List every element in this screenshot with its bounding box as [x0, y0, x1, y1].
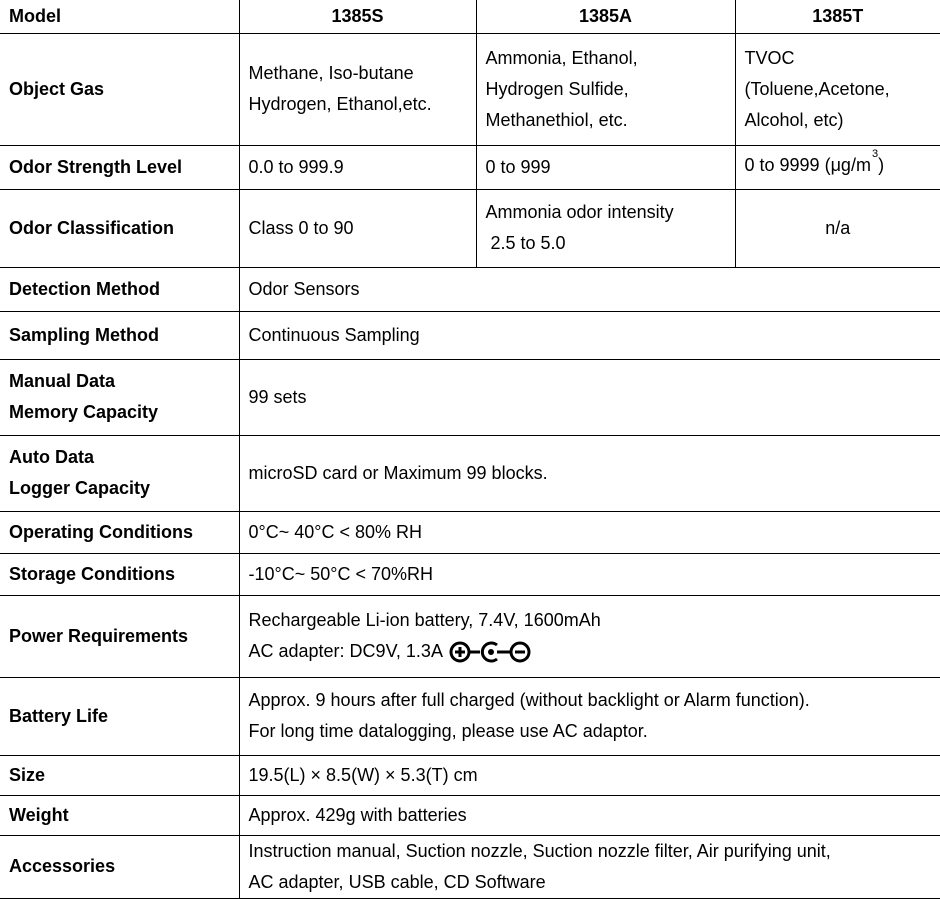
storage-value: -10°C~ 50°C < 70%RH — [239, 553, 940, 595]
object-gas-1385t-line: (Toluene,Acetone, — [744, 78, 890, 99]
odor-class-1385a-line: Ammonia odor intensity — [485, 202, 674, 222]
power-value — [239, 595, 940, 677]
object-gas-1385a-line: Methanethiol, etc. — [485, 109, 628, 130]
auto-data-label — [0, 435, 239, 511]
accessories-label: Accessories — [0, 835, 239, 898]
odor-strength-label: Odor Strength Level — [0, 145, 239, 189]
accessories-value-line: AC adapter, USB cable, CD Software — [248, 871, 546, 892]
storage-row — [0, 553, 940, 595]
accessories-value — [239, 835, 940, 898]
object-gas-1385s-line: Hydrogen, Ethanol,etc. — [248, 94, 432, 114]
superscript-three: 3 — [871, 148, 879, 160]
battery-value-line: For long time datalogging, please use AC adaptor. — [248, 721, 648, 741]
power-value-line: Rechargeable Li-ion battery, 7.4V, 1600mAh — [248, 610, 601, 630]
odor-class-1385a-line: 2.5 to 5.0 — [485, 233, 566, 253]
object-gas-1385a — [476, 33, 735, 145]
sampling-row — [0, 311, 940, 359]
detection-value: Odor Sensors — [239, 267, 940, 311]
odor-strength-1385t — [735, 145, 940, 189]
odor-strength-1385a: 0 to 999 — [476, 145, 735, 189]
manual-data-label-line: Manual Data — [9, 371, 116, 391]
accessories-value-line: Instruction manual, Suction nozzle, Suction nozzle filter, Air purifying unit, — [248, 840, 831, 861]
auto-data-label-line: Auto Data — [9, 447, 94, 467]
odor-class-1385a — [476, 189, 735, 267]
odor-class-1385t: n/a — [735, 189, 940, 267]
manual-data-label — [0, 359, 239, 435]
accessories-row — [0, 835, 940, 898]
auto-data-label-line: Logger Capacity — [9, 478, 151, 498]
object-gas-1385t-line: Alcohol, etc) — [744, 109, 844, 130]
power-adapter-text: AC adapter: DC9V, 1.3A — [248, 641, 443, 661]
weight-label: Weight — [0, 795, 239, 835]
object-gas-1385a-line: Hydrogen Sulfide, — [485, 78, 629, 99]
operating-value: 0°C~ 40°C < 80% RH — [239, 511, 940, 553]
power-label: Power Requirements — [0, 595, 239, 677]
object-gas-1385s-line: Methane, Iso-butane — [248, 63, 414, 83]
odor-strength-row — [0, 145, 940, 189]
power-value-line — [249, 636, 932, 667]
sampling-label: Sampling Method — [0, 311, 239, 359]
detection-row — [0, 267, 940, 311]
header-row — [0, 0, 940, 33]
model-1385s: 1385S — [239, 0, 476, 33]
model-1385a: 1385A — [476, 0, 735, 33]
size-label: Size — [0, 755, 239, 795]
object-gas-1385t-line: TVOC — [744, 47, 795, 68]
dc-polarity-icon — [449, 640, 541, 664]
battery-value — [239, 677, 940, 755]
odor-class-label: Odor Classification — [0, 189, 239, 267]
model-label: Model — [0, 0, 239, 33]
object-gas-label: Object Gas — [0, 33, 239, 145]
size-value: 19.5(L) × 8.5(W) × 5.3(T) cm — [239, 755, 940, 795]
model-1385t: 1385T — [735, 0, 940, 33]
storage-label: Storage Conditions — [0, 553, 239, 595]
manual-data-value: 99 sets — [239, 359, 940, 435]
size-row — [0, 755, 940, 795]
object-gas-1385s — [239, 33, 476, 145]
manual-data-label-line: Memory Capacity — [9, 402, 159, 422]
weight-row — [0, 795, 940, 835]
object-gas-1385t — [735, 33, 940, 145]
odor-strength-1385t-value: 0 to 9999 (μg/m — [744, 155, 871, 175]
odor-class-1385s: Class 0 to 90 — [239, 189, 476, 267]
odor-class-row — [0, 189, 940, 267]
operating-label: Operating Conditions — [0, 511, 239, 553]
sampling-value: Continuous Sampling — [239, 311, 940, 359]
weight-value: Approx. 429g with batteries — [239, 795, 940, 835]
odor-strength-1385s: 0.0 to 999.9 — [239, 145, 476, 189]
battery-row — [0, 677, 940, 755]
object-gas-1385a-line: Ammonia, Ethanol, — [485, 47, 638, 68]
power-row — [0, 595, 940, 677]
battery-value-line: Approx. 9 hours after full charged (without backlight or Alarm function). — [248, 690, 810, 710]
operating-row — [0, 511, 940, 553]
object-gas-row — [0, 33, 940, 145]
auto-data-value: microSD card or Maximum 99 blocks. — [239, 435, 940, 511]
auto-data-row — [0, 435, 940, 511]
detection-label: Detection Method — [0, 267, 239, 311]
manual-data-row — [0, 359, 940, 435]
battery-label: Battery Life — [0, 677, 239, 755]
odor-strength-1385t-close: ) — [878, 155, 885, 175]
